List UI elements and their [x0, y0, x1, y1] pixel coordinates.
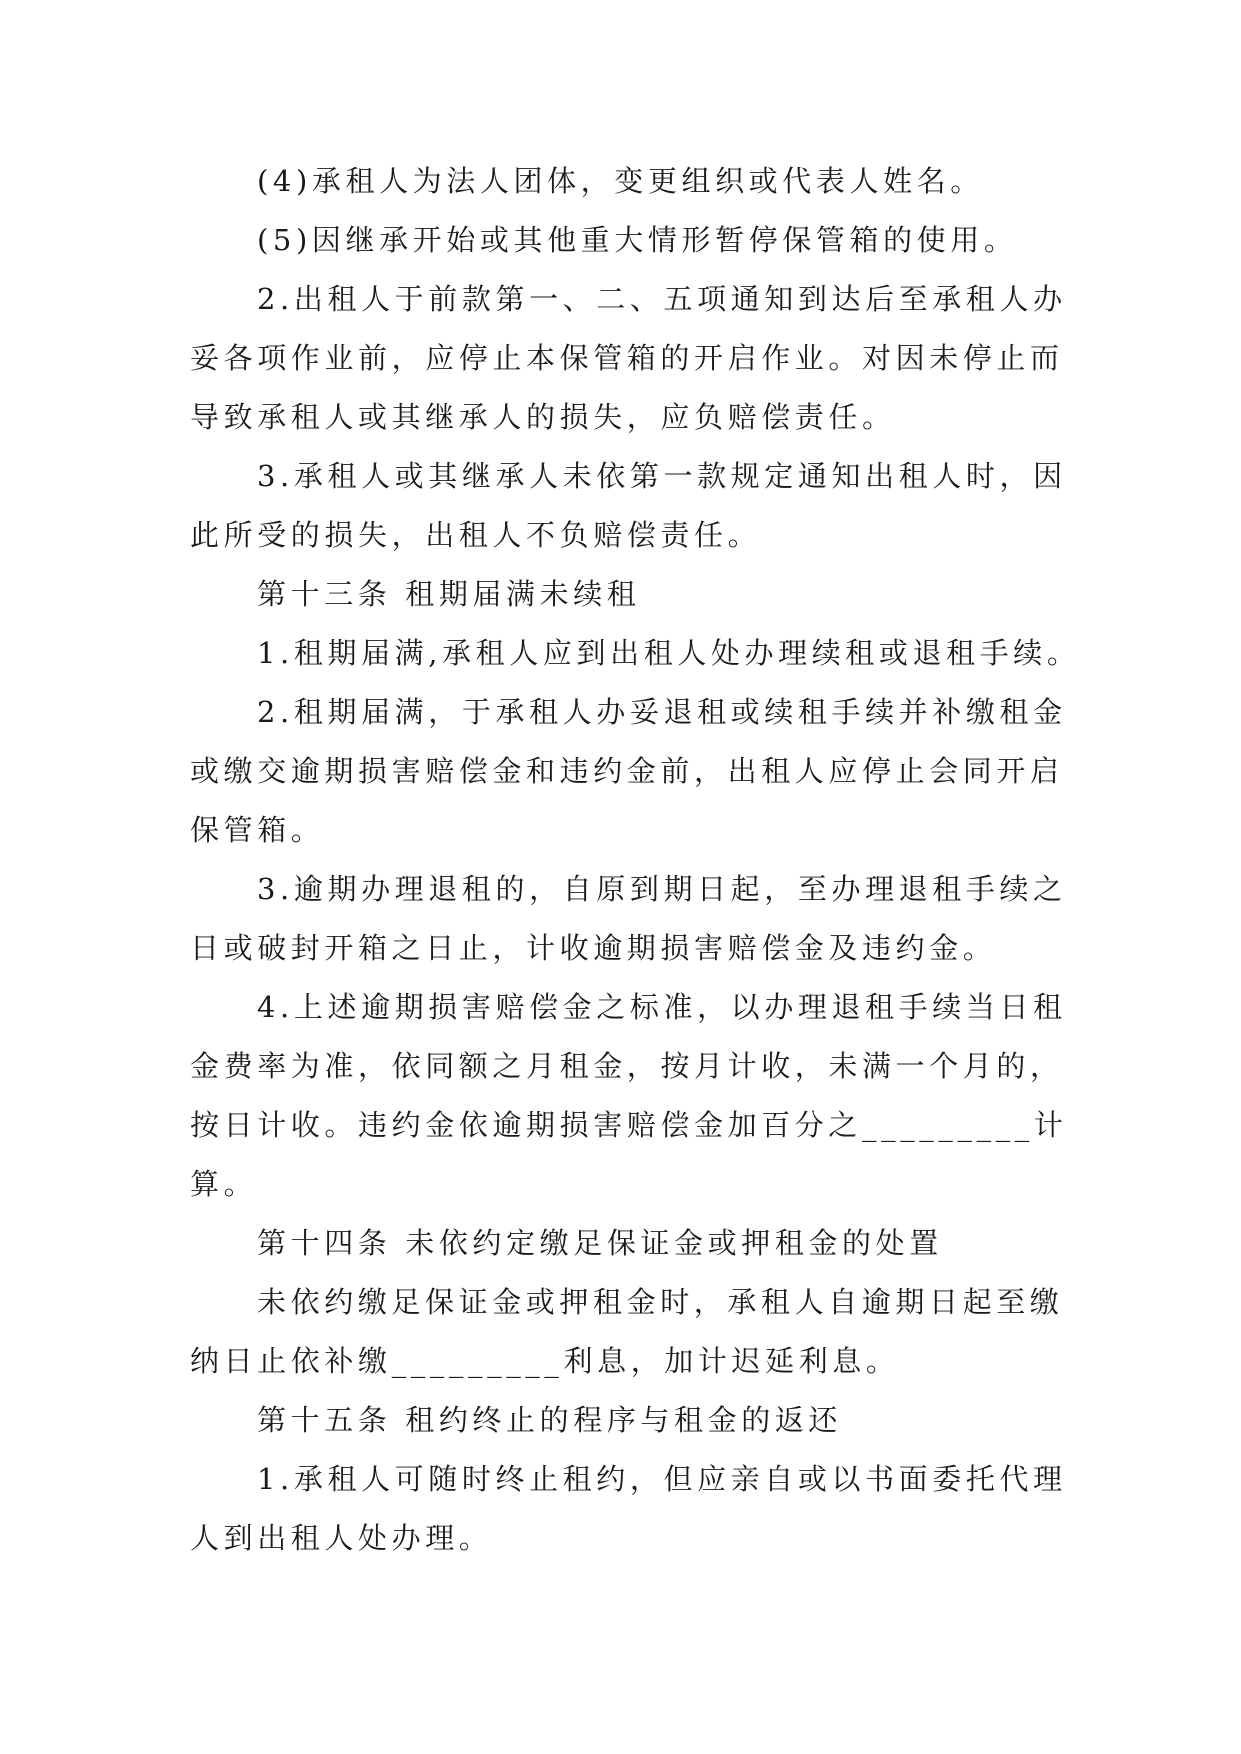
text-line: 未依约缴足保证金或押租金时，承租人自逾期日起至缴	[257, 1285, 1064, 1319]
text-line: 3.承租人或其继承人未依第一款规定通知出租人时，因	[257, 459, 1067, 493]
text-line: 1.租期届满,承租人应到出租人处办理续租或退租手续。	[257, 636, 1081, 670]
text-line: 金费率为准，依同额之月租金，按月计收，未满一个月的，	[190, 1049, 1064, 1083]
section-heading: 第十四条 未依约定缴足保证金或押租金的处置	[257, 1226, 943, 1260]
text-line: 1.承租人可随时终止租约，但应亲自或以书面委托代理	[257, 1462, 1067, 1496]
text-line: 算。	[190, 1167, 258, 1201]
text-line: 日或破封开箱之日止，计收逾期损害赔偿金及违约金。	[190, 931, 997, 965]
text-line: (4)承租人为法人团体，变更组织或代表人姓名。	[257, 164, 984, 198]
text-line: 或缴交逾期损害赔偿金和违约金前，出租人应停止会同开启	[190, 754, 1064, 788]
text-line: 2.租期届满，于承租人办妥退租或续租手续并补缴租金	[257, 695, 1067, 729]
text-line: 此所受的损失，出租人不负赔偿责任。	[190, 518, 762, 552]
text-line: 4.上述逾期损害赔偿金之标准，以办理退租手续当日租	[257, 990, 1067, 1024]
text-line: 3.逾期办理退租的，自原到期日起，至办理退租手续之	[257, 872, 1067, 906]
section-heading: 第十五条 租约终止的程序与租金的返还	[257, 1403, 843, 1437]
text-line: 导致承租人或其继承人的损失，应负赔偿责任。	[190, 400, 896, 434]
text-line: 按日计收。违约金依逾期损害赔偿金加百分之_________计	[190, 1108, 1068, 1142]
text-line: 保管箱。	[190, 813, 325, 847]
text-line: 人到出租人处办理。	[190, 1521, 493, 1555]
text-line: 纳日止依补缴_________利息，加计迟延利息。	[190, 1344, 900, 1378]
section-heading: 第十三条 租期届满未续租	[257, 577, 641, 611]
text-line: (5)因继承开始或其他重大情形暂停保管箱的使用。	[257, 223, 1018, 257]
text-line: 2.出租人于前款第一、二、五项通知到达后至承租人办	[257, 282, 1067, 316]
text-line: 妥各项作业前，应停止本保管箱的开启作业。对因未停止而	[190, 341, 1064, 375]
